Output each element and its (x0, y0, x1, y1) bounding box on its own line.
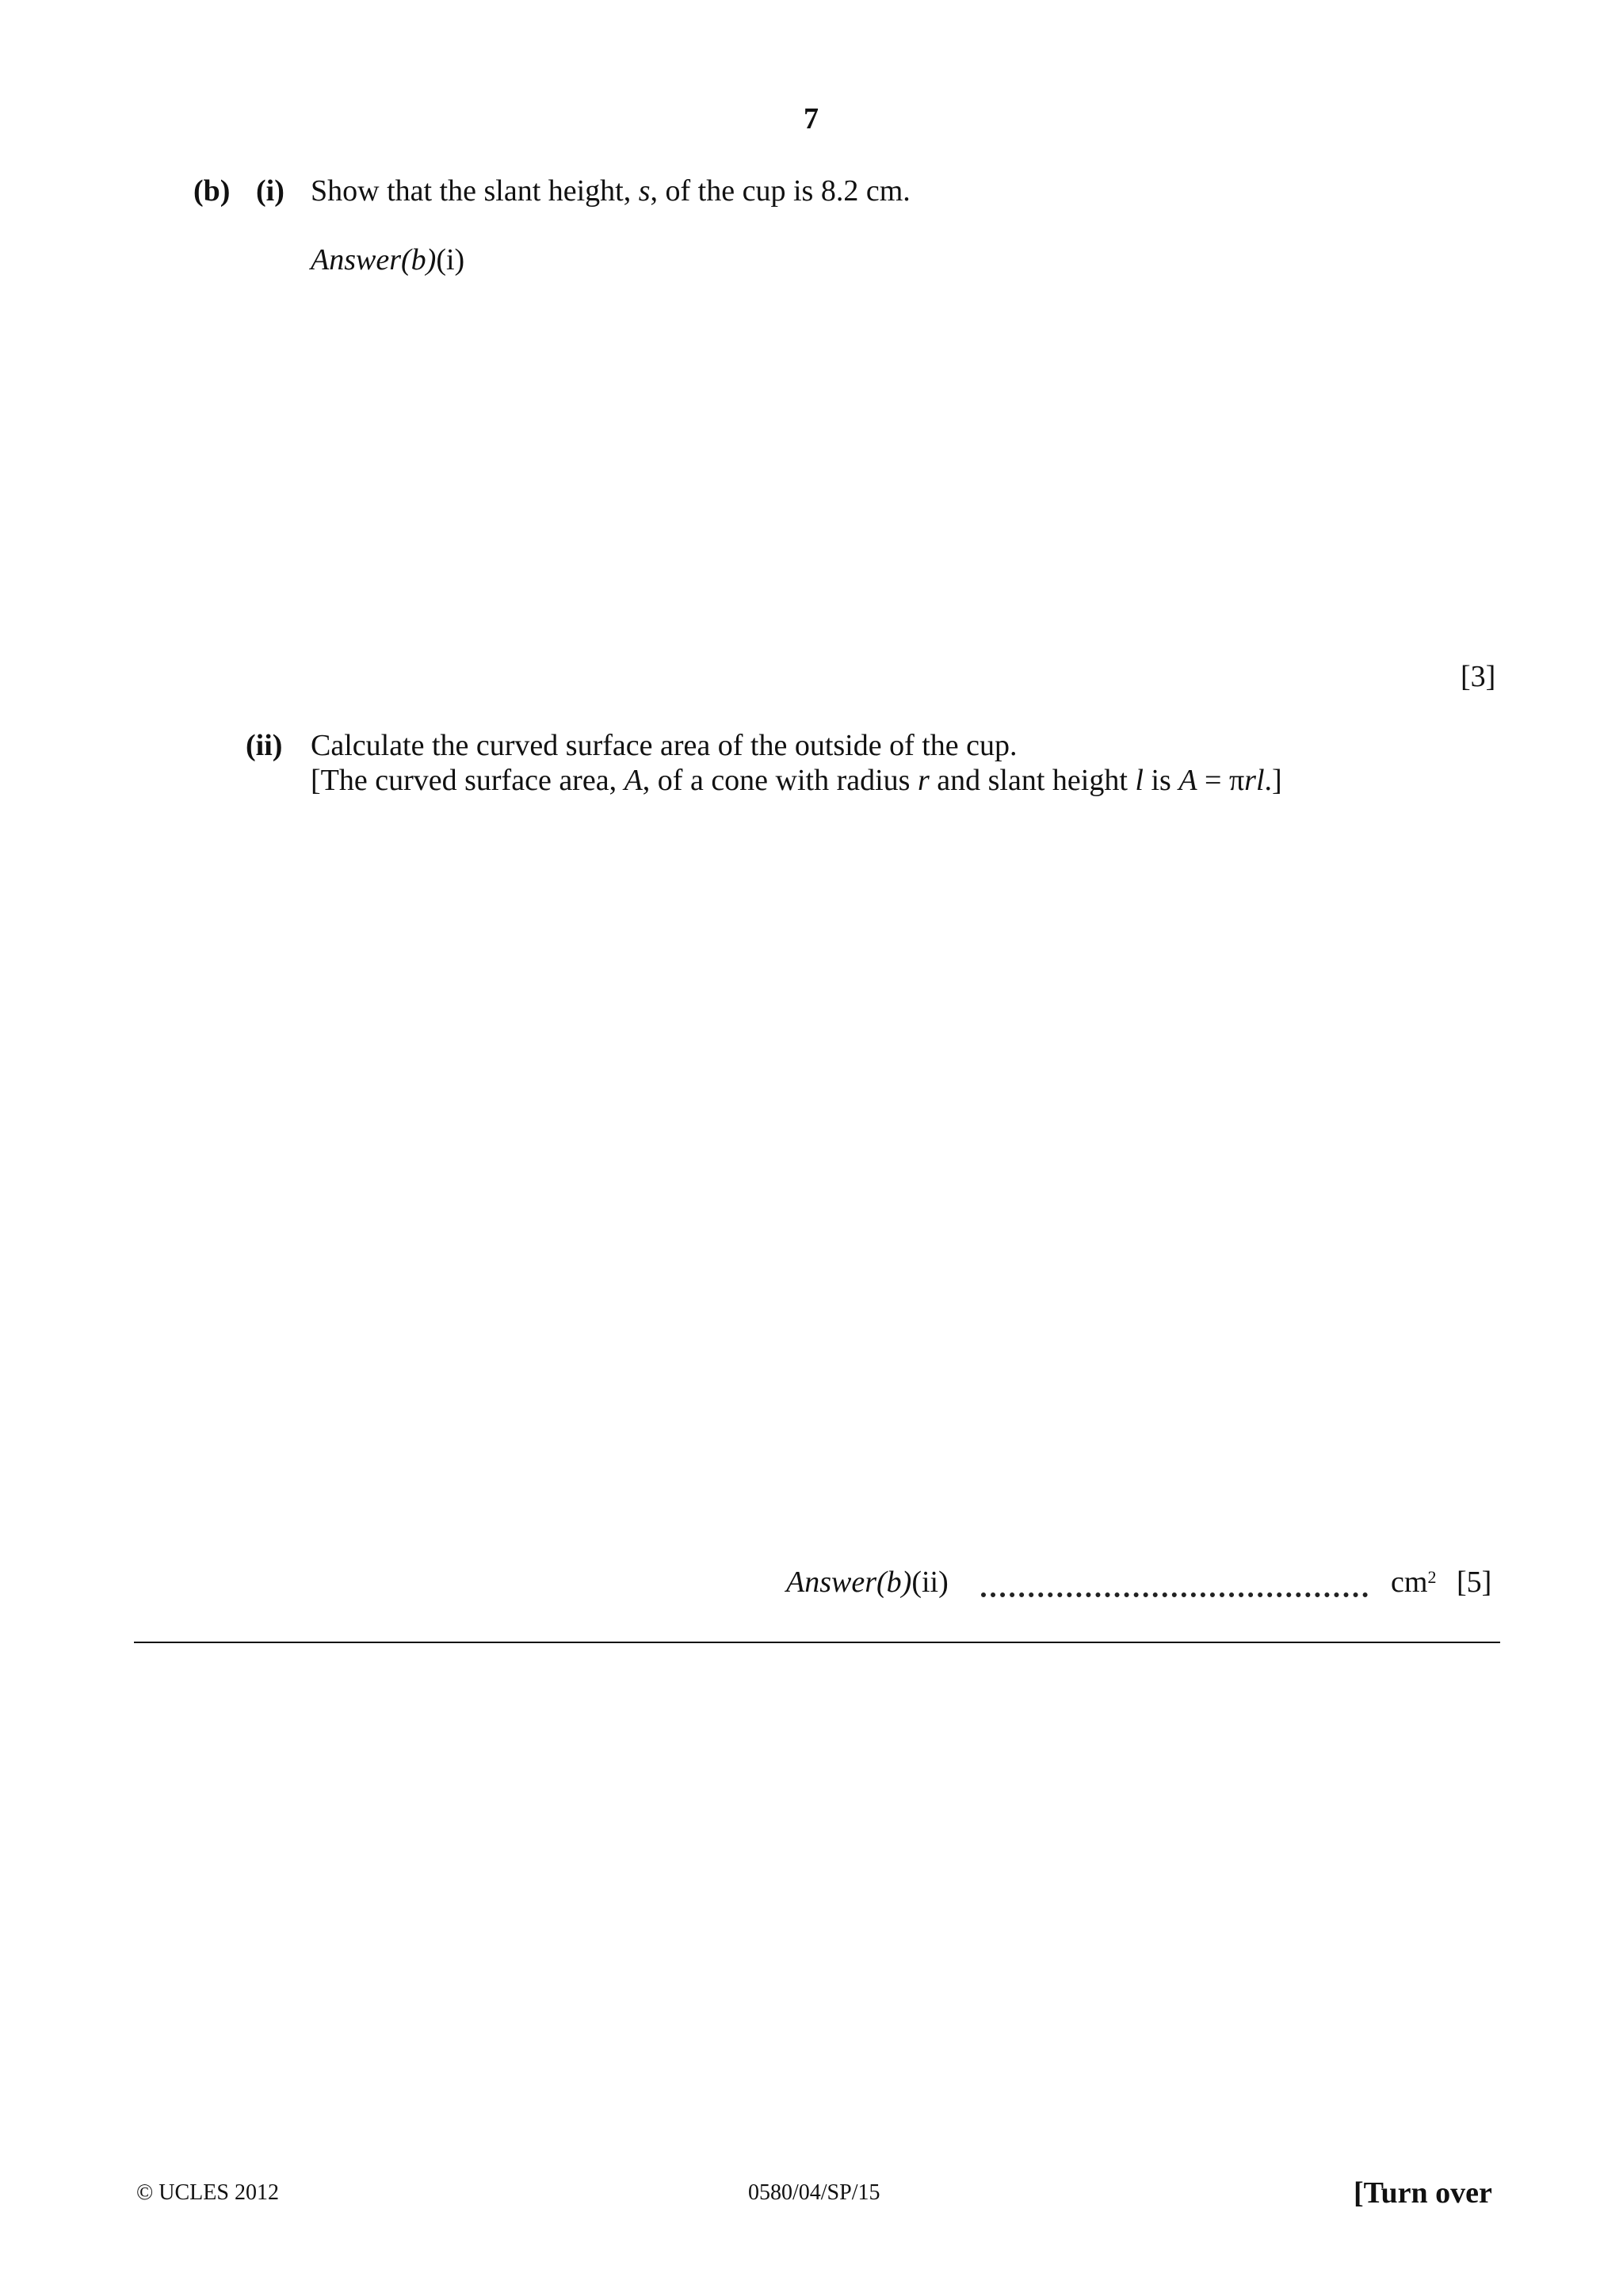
answer-label-b-i-rest: (i) (436, 243, 465, 277)
section-divider (134, 1642, 1500, 1643)
subpart-label-i: (i) (256, 174, 285, 208)
answer-label-b-ii-italic: Answer(b) (786, 1566, 912, 1599)
marks-b-i: [3] (1461, 660, 1496, 693)
variable-rl: rl (1244, 764, 1265, 797)
variable-s: s (638, 174, 651, 208)
answer-label-b-i-italic: Answer(b) (311, 243, 437, 277)
answer-label-b-ii (786, 1565, 949, 1600)
answer-b-ii-dotted-line[interactable] (981, 1592, 1368, 1597)
part-label-b: (b) (193, 174, 231, 208)
marks-b-ii: [5] (1457, 1566, 1492, 1599)
unit-power: 2 (1427, 1567, 1437, 1587)
formula-text-4: is (1143, 764, 1179, 797)
variable-A-2: A (1178, 764, 1197, 797)
subpart-label-ii: (ii) (246, 729, 283, 762)
formula-text-1: [The curved surface area, (311, 764, 624, 797)
variable-l: l (1135, 764, 1144, 797)
footer-paper-code: 0580/04/SP/15 (748, 2180, 880, 2205)
formula-text-6: .] (1264, 764, 1282, 797)
formula-text-2: , of a cone with radius (642, 764, 918, 797)
variable-r: r (917, 764, 930, 797)
question-b-i-text-before: Show that the slant height, (311, 174, 639, 208)
question-b-ii-line1: Calculate the curved surface area of the outside of the cup. (311, 729, 1018, 762)
page-number: 7 (804, 102, 819, 135)
answer-label-b-i (311, 242, 464, 277)
footer-copyright: © UCLES 2012 (136, 2180, 279, 2205)
variable-A: A (624, 764, 643, 797)
question-b-i-text (311, 174, 911, 208)
answer-unit (1391, 1565, 1436, 1600)
formula-text-5: = π (1197, 764, 1245, 797)
question-b-i-text-after: , of the cup is 8.2 cm. (650, 174, 911, 208)
answer-label-b-ii-rest: (ii) (911, 1566, 949, 1599)
question-b-ii-formula-line (311, 763, 1282, 798)
footer-turn-over: [Turn over (1354, 2176, 1492, 2210)
formula-text-3: and slant height (929, 764, 1136, 797)
unit-cm: cm (1391, 1566, 1428, 1599)
